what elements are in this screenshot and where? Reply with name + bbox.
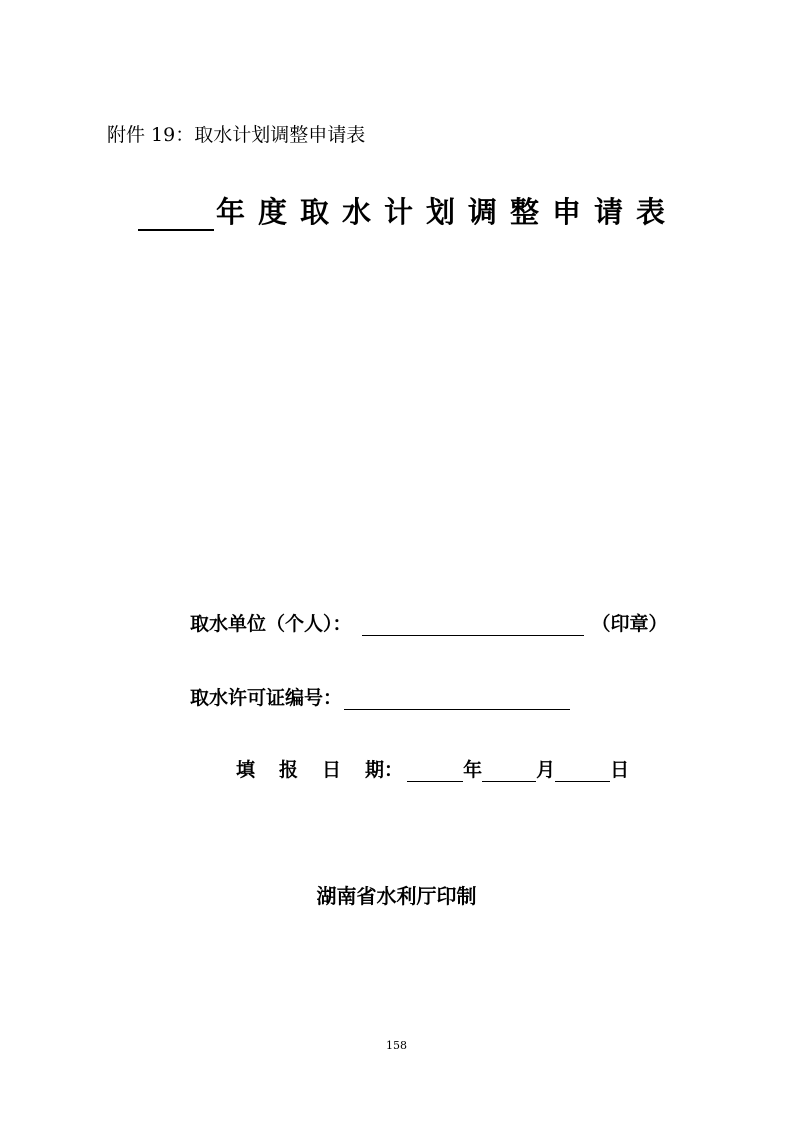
year-label: 年 — [463, 759, 483, 781]
unit-label: 取水单位（个人）： — [190, 613, 352, 635]
date-label-char-4: 期： — [365, 759, 404, 781]
attachment-label: 附件 19：取水计划调整申请表 — [107, 124, 366, 146]
date-label-char-3: 日 — [322, 759, 342, 781]
permit-field-row — [190, 683, 570, 710]
date-field-row — [236, 755, 629, 782]
page-number: 158 — [386, 1039, 407, 1052]
permit-input-line[interactable] — [344, 689, 570, 710]
day-input-line[interactable] — [555, 761, 610, 782]
date-label-char-2: 报 — [279, 759, 299, 781]
month-input-line[interactable] — [482, 761, 536, 782]
year-input-line[interactable] — [407, 761, 463, 782]
seal-label: （印章） — [591, 613, 668, 635]
permit-label: 取水许可证编号： — [190, 687, 343, 709]
month-label: 月 — [536, 759, 556, 781]
unit-input-line[interactable] — [362, 615, 584, 636]
unit-field-row — [190, 609, 668, 636]
form-title — [138, 190, 678, 231]
printer-label: 湖南省水利厅印制 — [316, 884, 477, 908]
date-label-char-1: 填 — [236, 759, 256, 781]
title-year-blank[interactable] — [138, 199, 214, 231]
day-label: 日 — [610, 759, 630, 781]
form-title-text: 年度取水计划调整申请表 — [216, 195, 679, 229]
